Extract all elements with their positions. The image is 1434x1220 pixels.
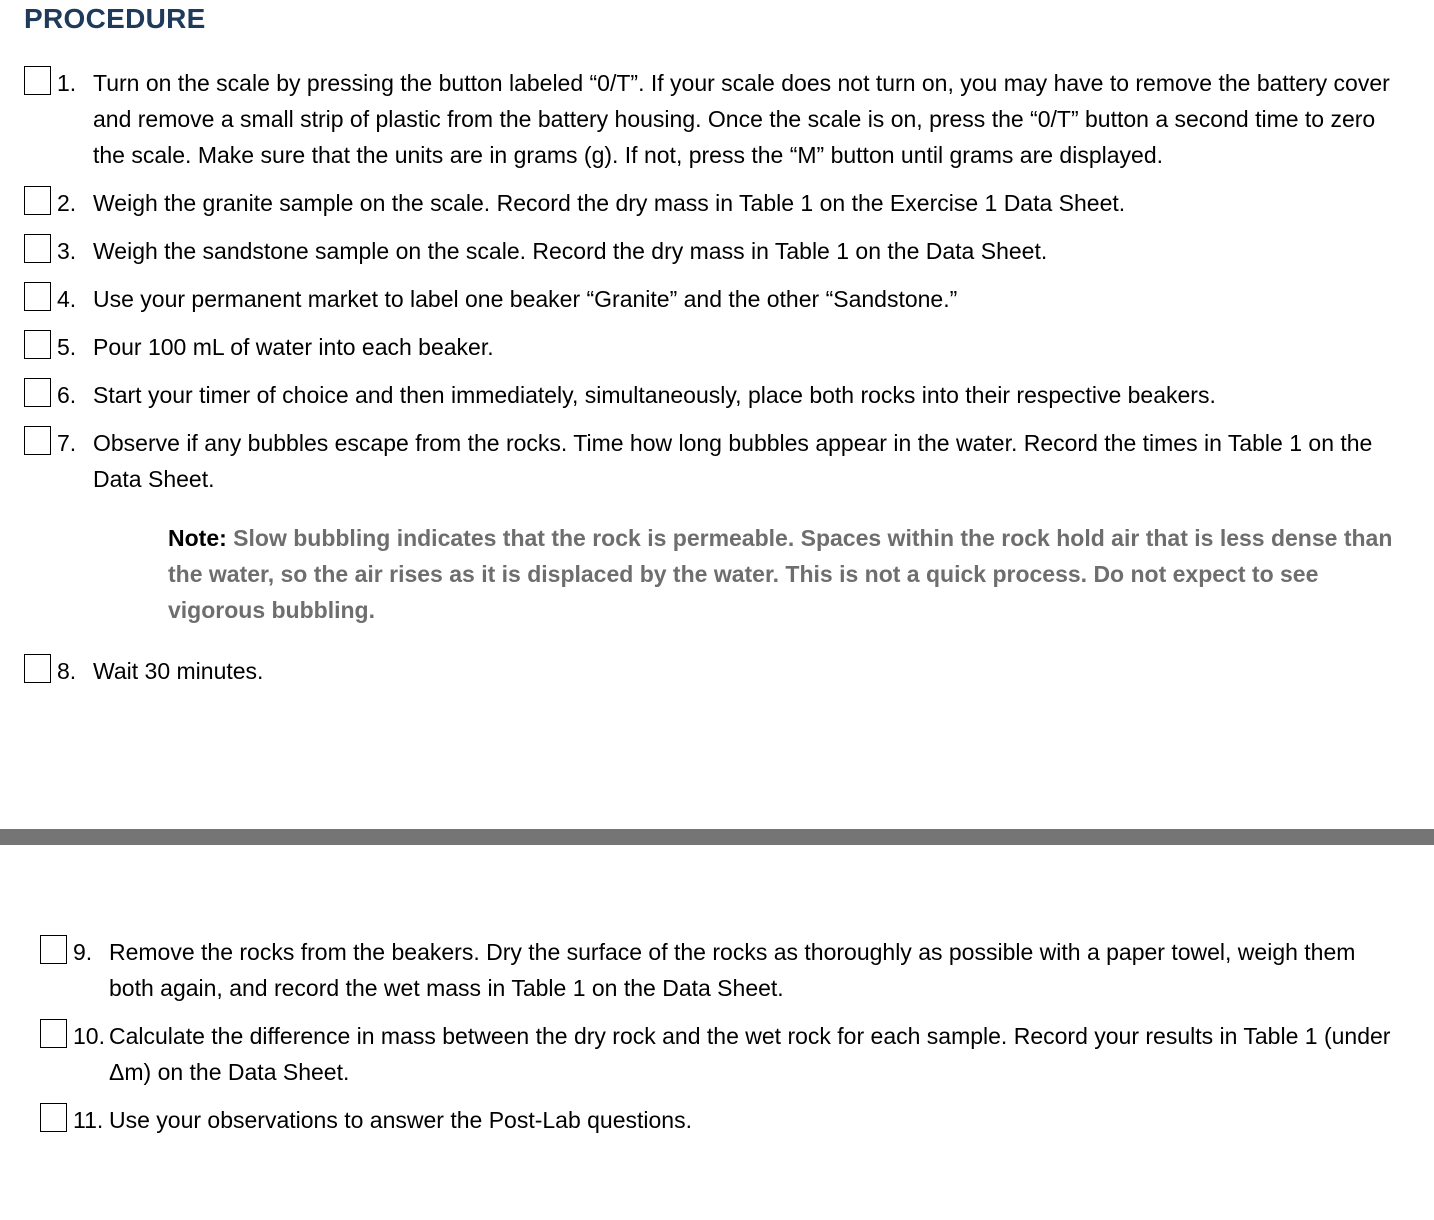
procedure-step <box>24 65 1398 173</box>
step-checkbox[interactable] <box>40 1019 67 1048</box>
step-number: 3. <box>57 238 77 264</box>
procedure-step <box>40 934 1394 1006</box>
note-label: Note: <box>168 525 227 551</box>
step-checkbox[interactable] <box>24 426 51 455</box>
step-number: 9. <box>73 939 93 965</box>
note-text: Slow bubbling indicates that the rock is permeable. Spaces within the rock hold air that is less dense than the water, so the air rises as it is displaced by the water. This is not a quick process. Do not expect to see vigorous bubbling. <box>168 525 1393 623</box>
step-checkbox[interactable] <box>24 234 51 263</box>
procedure-step <box>24 329 1398 365</box>
step-text: Pour 100 mL of water into each beaker. <box>93 334 494 360</box>
step-checkbox[interactable] <box>24 66 51 95</box>
step-text: Use your observations to answer the Post-Lab questions. <box>109 1107 692 1133</box>
step-checkbox[interactable] <box>40 1103 67 1132</box>
step-number: 8. <box>57 658 77 684</box>
step-checkbox[interactable] <box>24 330 51 359</box>
page-title: PROCEDURE <box>24 3 206 34</box>
step-number: 6. <box>57 382 77 408</box>
page-divider <box>0 829 1434 845</box>
procedure-step <box>24 425 1398 497</box>
step-number: 2. <box>57 190 77 216</box>
step-number: 10. <box>73 1023 105 1049</box>
step-text: Use your permanent market to label one beaker “Granite” and the other “Sandstone.” <box>93 286 958 312</box>
step-text: Start your timer of choice and then immediately, simultaneously, place both rocks into their respective beakers. <box>93 382 1216 408</box>
step-checkbox[interactable] <box>24 282 51 311</box>
step-number: 1. <box>57 70 77 96</box>
procedure-step <box>24 281 1398 317</box>
step-number: 4. <box>57 286 77 312</box>
procedure-step <box>40 1018 1394 1090</box>
step-text: Observe if any bubbles escape from the rocks. Time how long bubbles appear in the water. Record the times in Table 1 on the Data Sheet. <box>93 430 1373 492</box>
step-checkbox[interactable] <box>24 186 51 215</box>
note-block <box>168 520 1398 628</box>
step-checkbox[interactable] <box>24 654 51 683</box>
procedure-step <box>24 377 1398 413</box>
procedure-step <box>24 233 1398 269</box>
step-text: Wait 30 minutes. <box>93 658 264 684</box>
step-number: 5. <box>57 334 77 360</box>
step-text: Remove the rocks from the beakers. Dry the surface of the rocks as thoroughly as possible with a paper towel, weigh them both again, and record the wet mass in Table 1 on the Data Sheet. <box>109 939 1356 1001</box>
step-checkbox[interactable] <box>40 935 67 964</box>
procedure-step <box>24 185 1398 221</box>
step-text: Weigh the granite sample on the scale. Record the dry mass in Table 1 on the Exercise 1 Data Sheet. <box>93 190 1126 216</box>
step-text: Turn on the scale by pressing the button labeled “0/T”. If your scale does not turn on, you may have to remove the battery cover and remove a small strip of plastic from the battery housing. Once the scale is on, press the “0/T” button a second time to zero the scale. Make sure that the units are in grams (g). If not, press the “M” button until grams are displayed. <box>93 70 1390 168</box>
step-checkbox[interactable] <box>24 378 51 407</box>
step-number: 7. <box>57 430 77 456</box>
step-text: Weigh the sandstone sample on the scale. Record the dry mass in Table 1 on the Data Sheet. <box>93 238 1048 264</box>
step-number: 11. <box>73 1107 104 1133</box>
procedure-step <box>40 1102 1394 1138</box>
step-text: Calculate the difference in mass between the dry rock and the wet rock for each sample. Record your results in Table 1 (under Δm) on the Data Sheet. <box>109 1023 1391 1085</box>
procedure-step <box>24 653 1398 689</box>
